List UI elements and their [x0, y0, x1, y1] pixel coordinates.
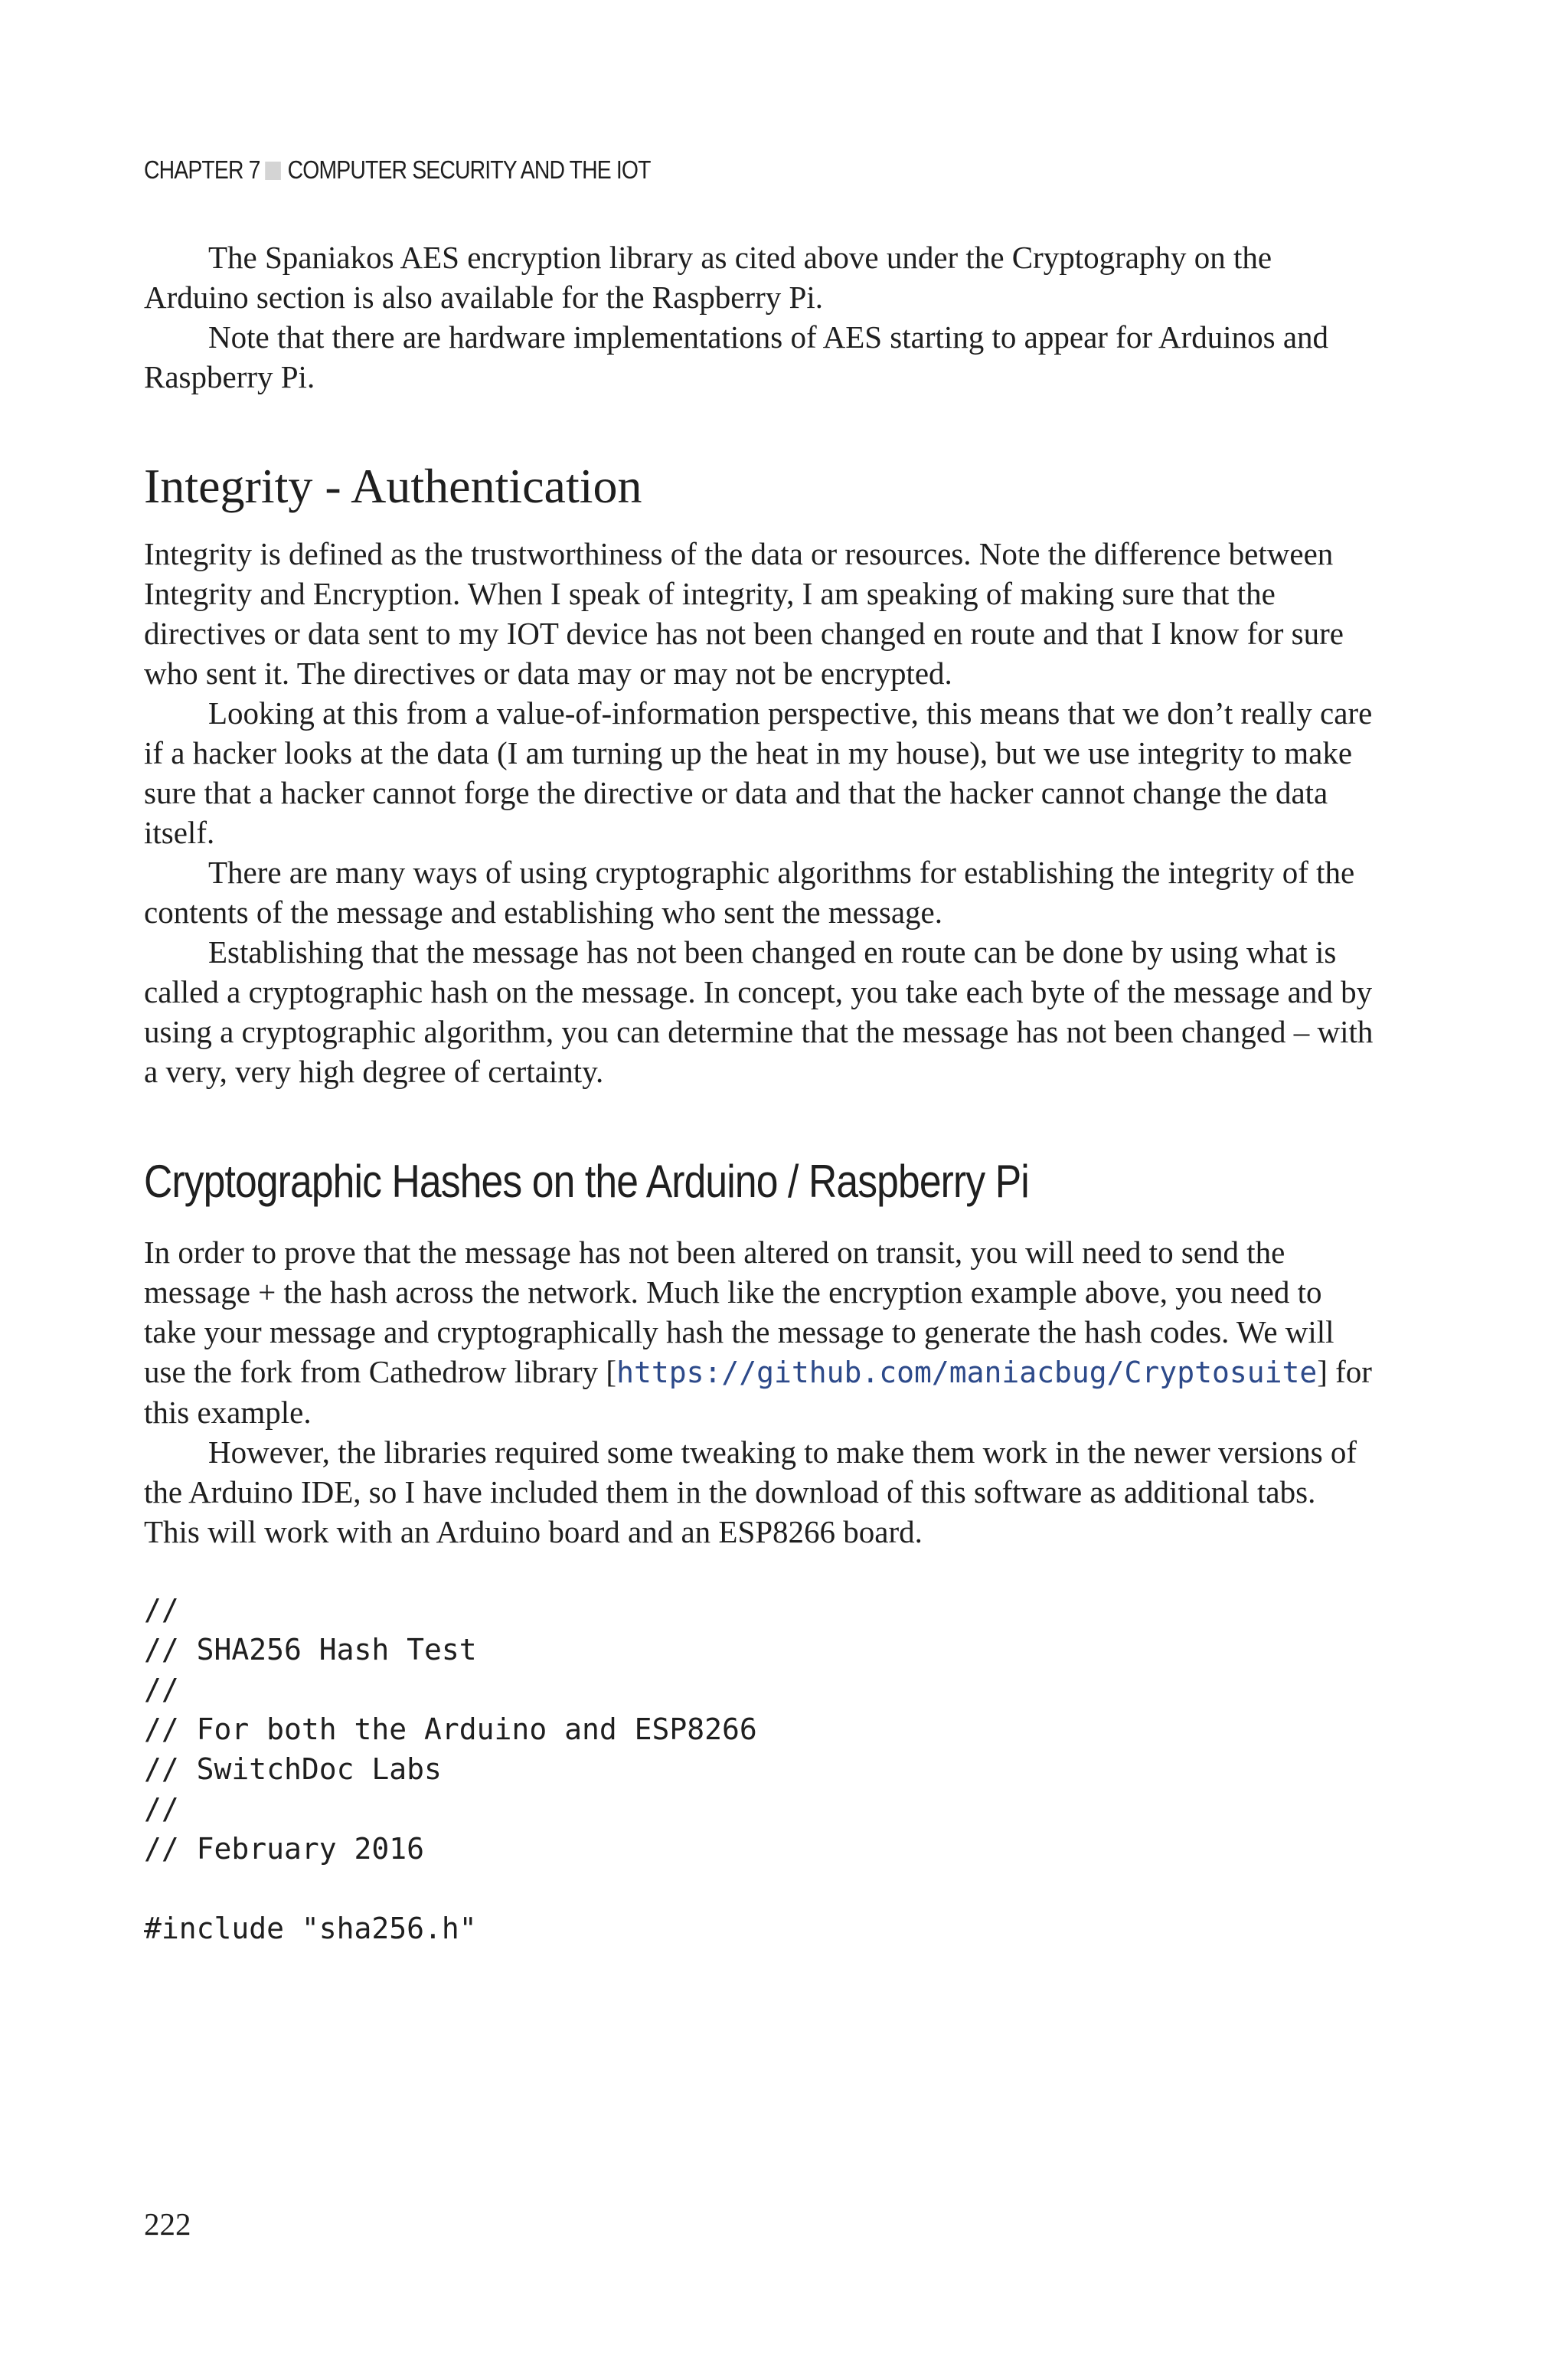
- intro-paragraph-1: The Spaniakos AES encryption library as cited above under the Cryptography on the Arduino section is also available for the Raspberry Pi.: [144, 240, 1272, 315]
- section-hashes-body: [144, 1232, 1378, 1552]
- cryptosuite-link[interactable]: https://github.com/maniacbug/Cryptosuite: [616, 1356, 1318, 1389]
- chapter-title: COMPUTER SECURITY AND THE IOT: [287, 155, 651, 184]
- integrity-paragraph-4: Establishing that the message has not been changed en route can be done by using what is called a cryptographic hash on the message. In concept, you take each byte of the message and by using a cryptographic algorithm, you can determine that the message has not been changed – with a very, very high degree of certainty.: [144, 934, 1374, 1089]
- page-number: 222: [144, 2206, 191, 2242]
- separator-square-icon: [265, 162, 281, 180]
- section-integrity-heading-wrap: [144, 458, 1378, 515]
- intro-block: [144, 237, 1378, 397]
- section-heading-hashes: Cryptographic Hashes on the Arduino / Raspberry Pi: [144, 1156, 1029, 1207]
- section-hashes-heading-wrap: [144, 1155, 1378, 1208]
- hashes-paragraph-1: [144, 1232, 1378, 1432]
- code-listing-wrap: [144, 1590, 1378, 1948]
- hashes-paragraph-1-text: In order to prove that the message has not been altered on transit, you will need to send the message + the hash across the network. Much like the encryption example above, you need to take your message and cryptographically hash the message to generate the hash codes. We will use the fork from Cathedrow library [: [144, 1235, 1334, 1389]
- section-integrity-body: [144, 534, 1378, 1091]
- hashes-paragraph-1-tail: ] for this example.: [144, 1354, 1372, 1430]
- code-listing: // // SHA256 Hash Test // // For both the Arduino and ESP8266 // SwitchDoc Labs // // February 2016 #include "sha256.h": [144, 1593, 757, 1945]
- integrity-paragraph-3: There are many ways of using cryptographic algorithms for establishing the integrity of the contents of the message and establishing who sent the message.: [144, 855, 1355, 930]
- hashes-paragraph-2: However, the libraries required some tweaking to make them work in the newer versions of the Arduino IDE, so I have included them in the download of this software as additional tabs. This will work with an Arduino board and an ESP8266 board.: [144, 1434, 1357, 1549]
- chapter-label: CHAPTER 7: [144, 155, 260, 184]
- intro-paragraph-2: Note that there are hardware implementations of AES starting to appear for Arduinos and Raspberry Pi.: [144, 319, 1329, 394]
- integrity-paragraph-1: Integrity is defined as the trustworthiness of the data or resources. Note the difference between Integrity and Encryption. When I speak of integrity, I am speaking of making sure that the directives or data sent to my IOT device has not been changed en route and that I know for sure who sent it. The directives or data may or may not be encrypted.: [144, 536, 1344, 691]
- running-head: [144, 155, 651, 185]
- section-heading-integrity: Integrity - Authentication: [144, 459, 642, 513]
- integrity-paragraph-2: Looking at this from a value-of-information perspective, this means that we don’t really care if a hacker looks at the data (I am turning up the heat in my house), but we use integrity to make sure that a hacker cannot forge the directive or data and that the hacker cannot change the data itself.: [144, 695, 1373, 850]
